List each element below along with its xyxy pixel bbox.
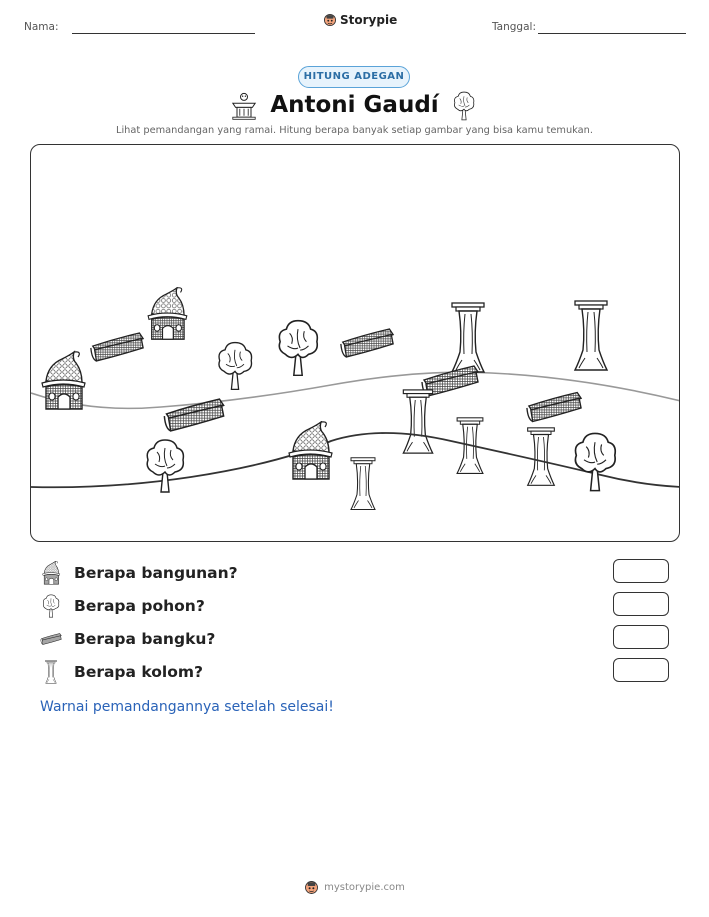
coloring-instruction: Warnai pemandangannya setelah selesai!	[40, 699, 334, 715]
instructions: Lihat pemandangan yang ramai. Hitung berapa banyak setiap gambar yang bisa kamu temukan.	[116, 125, 593, 136]
column-5	[528, 428, 555, 486]
question-text: Berapa bangunan?	[74, 564, 238, 582]
activity-tag: HITUNG ADEGAN	[298, 66, 410, 88]
name-line[interactable]	[72, 33, 255, 34]
answer-box-buildings[interactable]	[613, 559, 669, 583]
building-1	[148, 288, 187, 339]
column-6	[351, 458, 375, 510]
question-buildings	[40, 561, 238, 585]
back-hill-line	[31, 372, 680, 408]
tree-3	[147, 440, 183, 492]
page-title: Antoni Gaudí	[270, 92, 439, 118]
tree-icon	[40, 594, 62, 618]
answer-box-benches[interactable]	[613, 625, 669, 649]
column-3	[403, 390, 432, 453]
tree-4	[575, 433, 615, 490]
footer-site[interactable]: mystorypie.com	[324, 882, 405, 893]
column-2	[575, 301, 607, 370]
bench-1	[91, 333, 143, 361]
scene-drawing	[31, 145, 680, 542]
tree-2	[279, 321, 317, 376]
brand-logo	[323, 13, 397, 27]
building-icon	[40, 561, 62, 585]
column-icon	[40, 660, 62, 684]
question-text: Berapa bangku?	[74, 630, 216, 648]
date-label: Tanggal:	[492, 21, 536, 33]
question-text: Berapa kolom?	[74, 663, 204, 681]
mascot-icon	[323, 13, 337, 27]
tree-icon	[453, 91, 475, 121]
counting-scene[interactable]	[30, 144, 680, 542]
brand-name: Storypie	[340, 13, 398, 27]
bench-icon	[40, 627, 62, 651]
bench-5	[527, 393, 581, 422]
answer-box-columns[interactable]	[613, 658, 669, 682]
question-trees	[40, 594, 205, 618]
footer	[0, 880, 709, 895]
question-benches	[40, 627, 215, 651]
column-1	[452, 303, 484, 372]
question-text: Berapa pohon?	[74, 597, 205, 615]
tree-1	[219, 343, 252, 390]
answer-box-trees[interactable]	[613, 592, 669, 616]
date-line[interactable]	[538, 33, 686, 34]
name-label: Nama:	[24, 21, 59, 33]
mascot-icon	[304, 880, 319, 895]
question-columns	[40, 660, 203, 684]
building-3	[289, 422, 332, 479]
building-2	[42, 352, 85, 409]
bench-2	[341, 329, 393, 357]
